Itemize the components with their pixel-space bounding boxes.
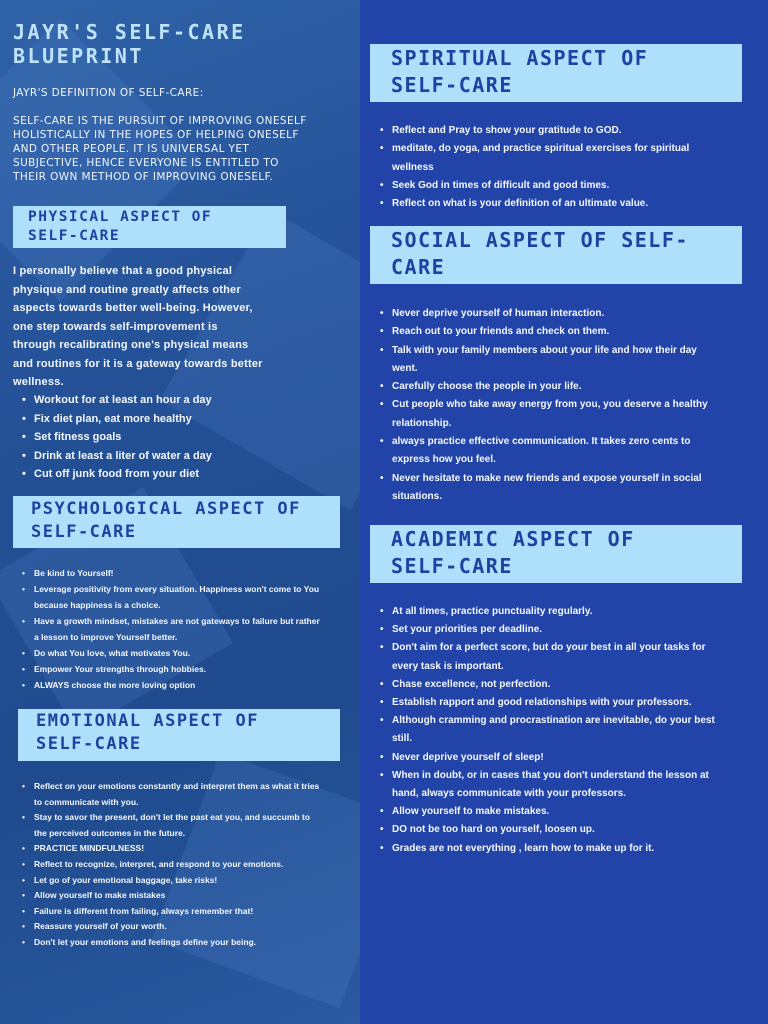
heading-line: PHYSICAL ASPECT OF bbox=[28, 209, 213, 225]
psychological-list bbox=[20, 565, 320, 693]
heading-line: CARE bbox=[391, 255, 446, 279]
list-item: • Reassure yourself of your worth. bbox=[20, 919, 320, 935]
list-item: • Cut off junk food from your diet bbox=[20, 465, 340, 484]
physical-paragraph: I personally believe that a good physical physique and routine greatly affects other aspects towards better well-being. However, one step towards self-improvement is through recalibrating one's physical means and routines for it is a gateway towards better wellness. bbox=[13, 265, 263, 388]
heading-line: PSYCHOLOGICAL ASPECT OF bbox=[31, 499, 301, 519]
list-item: • Leverage positivity from every situation. Happiness won't come to You because happiness is a choice. bbox=[20, 581, 320, 613]
psychological-heading bbox=[13, 496, 340, 548]
list-item: • ALWAYS choose the more loving option bbox=[20, 677, 320, 693]
heading-line: SELF-CARE bbox=[391, 554, 513, 578]
list-item: • Seek God in times of difficult and good times. bbox=[378, 177, 718, 195]
list-item: • Never deprive yourself of sleep! bbox=[378, 749, 718, 767]
list-item: • Carefully choose the people in your life. bbox=[378, 378, 718, 396]
list-item: • Allow yourself to make mistakes bbox=[20, 888, 320, 904]
list-item: • Grades are not everything , learn how to make up for it. bbox=[378, 840, 718, 858]
heading-line: EMOTIONAL ASPECT OF bbox=[36, 711, 259, 731]
list-item: • Be kind to Yourself! bbox=[20, 565, 320, 581]
definition-label: JAYR'S DEFINITION OF SELF-CARE: bbox=[13, 87, 204, 99]
definition-text: SELF-CARE IS THE PURSUIT OF IMPROVING ONESELF HOLISTICALLY IN THE HOPES OF HELPING ONESELF AND OTHER PEOPLE. IT IS UNIVERSAL YET SUBJECTIVE, HENCE EVERYONE IS ENTITLED TO THEIR OWN METHOD OF IMPROVING ONESELF. bbox=[13, 115, 307, 183]
title-line: JAYR'S SELF-CARE bbox=[13, 20, 246, 44]
heading-line: SOCIAL ASPECT OF SELF- bbox=[391, 228, 689, 252]
list-item: • Stay to savor the present, don't let the past eat you, and succumb to the perceived outcomes in the future. bbox=[20, 810, 320, 841]
list-item: • meditate, do yoga, and practice spiritual exercises for spiritual wellness bbox=[378, 140, 718, 177]
list-item: • Chase excellence, not perfection. bbox=[378, 676, 718, 694]
list-item: • Failure is different from failing, always remember that! bbox=[20, 904, 320, 920]
spiritual-list bbox=[378, 122, 718, 213]
academic-list bbox=[378, 603, 718, 858]
social-heading bbox=[370, 226, 742, 284]
title-line: BLUEPRINT bbox=[13, 44, 144, 68]
list-item: • Cut people who take away energy from you, you deserve a healthy relationship. bbox=[378, 396, 718, 433]
heading-line: ACADEMIC ASPECT OF bbox=[391, 527, 635, 551]
list-item: • Reflect on your emotions constantly and interpret them as what it tries to communicate with you. bbox=[20, 779, 320, 810]
list-item: • PRACTICE MINDFULNESS! bbox=[20, 841, 320, 857]
heading-line: SPIRITUAL ASPECT OF bbox=[391, 46, 649, 70]
list-item: • Reflect and Pray to show your gratitude to GOD. bbox=[378, 122, 718, 140]
list-item: • At all times, practice punctuality regularly. bbox=[378, 603, 718, 621]
list-item: • Reflect to recognize, interpret, and respond to your emotions. bbox=[20, 857, 320, 873]
physical-list bbox=[20, 391, 340, 484]
emotional-list bbox=[20, 779, 320, 951]
list-item: • Although cramming and procrastination are inevitable, do your best still. bbox=[378, 712, 718, 748]
list-item: • Have a growth mindset, mistakes are not gateways to failure but rather a lesson to improve Yourself better. bbox=[20, 613, 320, 645]
heading-line: SELF-CARE bbox=[36, 734, 142, 754]
list-item: • Never deprive yourself of human interaction. bbox=[378, 305, 718, 323]
list-item: • Workout for at least an hour a day bbox=[20, 391, 340, 410]
list-item: • Talk with your family members about your life and how their day went. bbox=[378, 342, 718, 379]
social-list bbox=[378, 305, 718, 506]
list-item: • Set your priorities per deadline. bbox=[378, 621, 718, 639]
list-item: • Drink at least a liter of water a day bbox=[20, 447, 340, 466]
list-item: • Fix diet plan, eat more healthy bbox=[20, 410, 340, 429]
page-title bbox=[13, 20, 343, 68]
list-item: • Establish rapport and good relationships with your professors. bbox=[378, 694, 718, 712]
physical-heading bbox=[13, 206, 286, 248]
heading-line: SELF-CARE bbox=[31, 522, 137, 542]
list-item: • Never hesitate to make new friends and expose yourself in social situations. bbox=[378, 470, 718, 507]
heading-line: SELF-CARE bbox=[28, 228, 121, 244]
list-item: • When in doubt, or in cases that you don't understand the lesson at hand, always communicate with your professors. bbox=[378, 767, 718, 803]
list-item: • Empower Your strengths through hobbies. bbox=[20, 661, 320, 677]
academic-heading bbox=[370, 525, 742, 583]
emotional-heading bbox=[18, 709, 340, 761]
list-item: • Do what You love, what motivates You. bbox=[20, 645, 320, 661]
list-item: • always practice effective communication. It takes zero cents to express how you feel. bbox=[378, 433, 718, 470]
heading-line: SELF-CARE bbox=[391, 73, 513, 97]
list-item: • Let go of your emotional baggage, take risks! bbox=[20, 873, 320, 889]
list-item: • DO not be too hard on yourself, loosen up. bbox=[378, 821, 718, 839]
list-item: • Set fitness goals bbox=[20, 428, 340, 447]
list-item: • Reach out to your friends and check on them. bbox=[378, 323, 718, 341]
list-item: • Allow yourself to make mistakes. bbox=[378, 803, 718, 821]
list-item: • Don't aim for a perfect score, but do your best in all your tasks for every task is important. bbox=[378, 639, 718, 675]
list-item: • Don't let your emotions and feelings define your being. bbox=[20, 935, 320, 951]
spiritual-heading bbox=[370, 44, 742, 102]
list-item: • Reflect on what is your definition of an ultimate value. bbox=[378, 195, 718, 213]
